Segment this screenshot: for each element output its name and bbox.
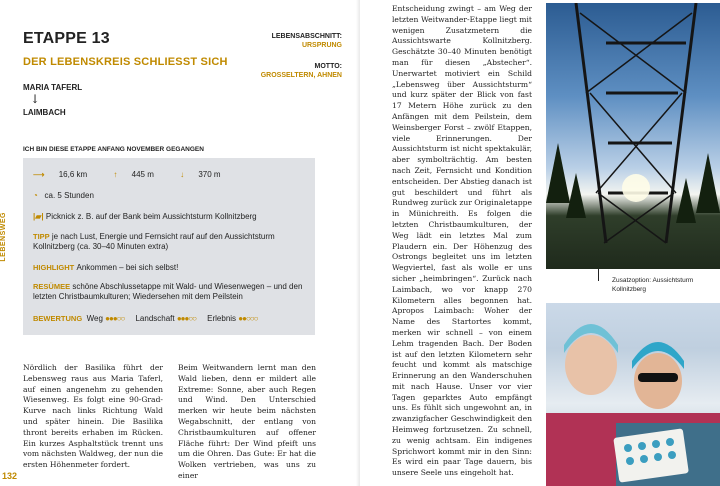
picnic-bench-icon: |▰| [33,212,44,221]
body-column-1: Nördlich der Basilika führt der Lebensweg raus aus Maria Taferl, auf einen angenehm zu gehenden Wiesenweg. Es folgt eine 90-Grad-Kurve nach links Richtung Wald und später hinein. Die Basilika thront bereits erhaben im Rücken. Ein kurzes Asphaltstück trennt uns vom nächsten Waldweg, der nun die ersten Höhenmeter fordert. [23,363,163,470]
tipp-text: je nach Lust, Energie und Fernsicht rauf auf den Aussichtsturm Kollnitzberg (ca. 30–40 Minuten extra) [33,232,275,251]
distance-value: 16,6 km [58,170,88,179]
tipp-row [33,232,303,252]
picnic-text: Picknick z. B. auf der Bank beim Aussichtsturm Kollnitzberg [45,212,257,221]
highlight-text: Ankommen – bei sich selbst! [76,263,179,272]
life-section-meta [222,32,342,50]
motto-meta [222,62,342,80]
rating-weg-dots: ●●●○○ [105,314,125,323]
tower-structure-drawing [546,3,720,269]
body-column-3: Entscheidung zwingt – am Weg der letzten Weitwander-Etappe liegt mit wenigen Zusatzmetern die Aussichtswarte Kollnitzberg. Geschätzte 30–40 Minuten benötigt man für diesen „Abstecher“. Unerwartet motiviert ein Schild „Lebensweg über Aussichtsturm“ und kurz später der Blick von fast 17 Metern Höhe zurück zu den Anfängen mit dem Peilstein, dem Weinsberger Forst – zwölf Etappen, viele Erinnerungen. Der Aussichtsturm ist nicht spektakulär, aber symbolträchtig. Am besten nach Zeit, Fernsicht und Kondition entscheiden. Der Abstieg danach ist gut beschildert und führt als Rundweg zurück zur Originaletappe in Münichreith. Es folgen die letzten Christbaumkulturen, der Weg lädt ein letztes Mal zum Plaudern ein. Der Höhenzug des Ostrongs begleitet uns im letzten Wegviertel, fast als wolle er uns sicher „heimbringen“. Zurück nach Laimbach, wo vor knapp 270 Kilometern alles begonnen hat. Apropos Laimbach: Woher der Name des Startortes kommt, merken wir schnell – von einem Lehm tragenden Bach. Der Boden ist auf den letzten Kilometern sehr feucht und kommt als matschige Erinnerung an den Wanderschuhen mit nach Hause. Unser vor vier Tagen geparktes Auto empfängt uns. Es fühlt sich ungewohnt an, in zwanzigfacher Geschwindigkeit den Heimweg fortzusetzen. Zu schnell, zu wenig achtsam. Ein indigenes Sprichwort kommt mir in den Sinn: Es wird ein paar Tage dauern, bis unsere Seele uns eingeholt hat. [392,4,532,478]
descent-value: 370 m [198,170,221,179]
photo-caption: Zusatzoption: Aussichtsturm Kollnitzberg [612,277,694,293]
life-section-label: LEBENSABSCHNITT: [271,33,342,40]
motto-label: MOTTO: [314,63,342,70]
start-note: ICH BIN DIESE ETAPPE ANFANG NOVEMBER GEGANGEN [23,146,204,153]
stage-subtitle: DER LEBENSKREIS SCHLIESST SICH [23,56,228,68]
page-number: 132 [2,471,18,481]
rating-landschaft-dots: ●●●○○ [176,314,197,323]
tower-photo [546,3,720,269]
resumee-row [33,282,305,302]
ascent-value: 445 m [131,170,154,179]
rating-erlebnis-label: Erlebnis [207,314,237,323]
ascent-arrow-icon: ↑ [113,170,118,179]
rating-label: BEWERTUNG [33,314,83,323]
route-start: MARIA TAFERL [23,83,83,92]
route-end: LAIMBACH [23,108,66,117]
tipp-label: TIPP [33,232,50,241]
picnic-row [33,212,257,222]
caption-pointer-line [598,269,599,281]
stats-row [33,170,245,180]
rating-weg-label: Weg [86,314,103,323]
rating-row [33,314,257,323]
resumee-text: schöne Abschlussetappe mit Wald- und Wiesenwegen – und den letzten Christbaumkulturen; Wiedersehen mit dem Peilstein [33,282,303,301]
highlight-label: HIGHLIGHT [33,263,75,272]
hikers-drawing [546,303,720,486]
stage-title: ETAPPE 13 [23,30,110,47]
highlight-row [33,263,178,273]
distance-arrow-icon: ⟶ [33,170,45,179]
resumee-label: RESÜMEE [33,282,71,291]
duration-value: ca. 5 Stunden [44,191,94,200]
body-column-2: Beim Weitwandern lernt man den Wald lieben, denn er mildert alle Extreme: Sonne, aber auch Regen und Wind. Den Unterschied merken wir heute beim nächsten Wegabschnitt, der entlang von Christbaumkulturen auf offener Fläche führt: Der Wind pfeift uns um die Ohren. Das Gute: Er hat die Wolken vertrieben, was uns zu einer [178,363,316,480]
hikers-selfie-photo [546,303,720,486]
stage-infobox [23,158,315,335]
section-side-tab: LEBENSWEG [0,212,7,262]
duration-row [33,191,94,201]
life-section-value: URSPRUNG [301,42,342,49]
route-arrow-icon: ↓ [30,92,41,106]
rating-landschaft-label: Landschaft [135,314,175,323]
motto-value: GROSSELTERN, AHNEN [260,72,342,79]
rating-erlebnis-dots: ●●○○○ [238,314,258,323]
clock-icon: ◔ [33,191,38,200]
descent-arrow-icon: ↓ [180,170,185,179]
